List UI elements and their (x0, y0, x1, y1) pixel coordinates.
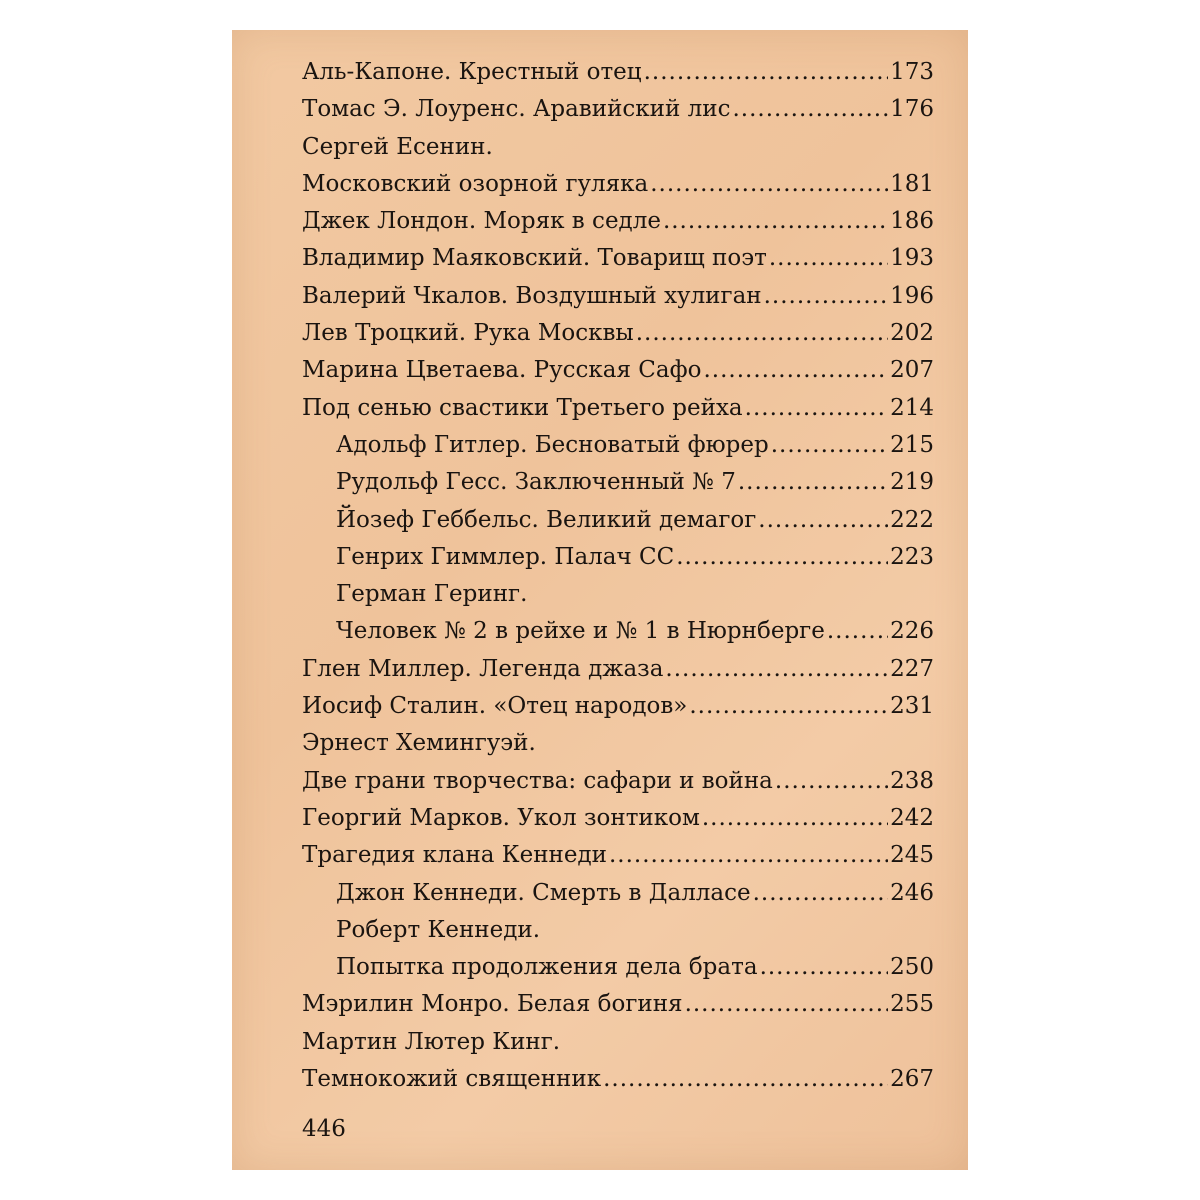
toc-dot-leader (758, 502, 888, 539)
toc-entry (302, 576, 934, 613)
toc-dot-leader (703, 352, 888, 389)
toc-entry (302, 763, 934, 800)
toc-entry-page: 242 (890, 804, 934, 831)
toc-dot-leader (760, 949, 889, 986)
toc-dot-leader (636, 315, 888, 352)
toc-entry (302, 390, 934, 427)
page-number: 446 (302, 1116, 346, 1142)
toc-entry-page: 238 (890, 767, 934, 794)
toc-entry (302, 1061, 934, 1098)
toc-entry (302, 240, 934, 277)
toc-entry-page: 227 (890, 655, 934, 682)
toc-entry-page: 215 (890, 431, 934, 458)
toc-entry-page: 245 (890, 842, 934, 869)
toc-entry-title: Адольф Гитлер. Бесноватый фюрер (336, 431, 769, 458)
toc-entry-title: Две грани творчества: сафари и война (302, 767, 773, 794)
toc-entry-title: Мэрилин Монро. Белая богиня (302, 991, 683, 1018)
toc-dot-leader (665, 651, 888, 688)
toc-entry (302, 166, 934, 203)
toc-entry (302, 352, 934, 389)
toc-entry (302, 129, 934, 166)
toc-entry-title: Темнокожий священник (302, 1066, 602, 1093)
toc-entry-page: 202 (890, 320, 934, 347)
toc-entry-title: Томас Э. Лоуренс. Аравийский лис (302, 96, 731, 123)
toc-entry-page: 267 (890, 1066, 934, 1093)
toc-entry-title: Йозеф Геббельс. Великий демагог (336, 506, 757, 533)
toc-entry-page: 207 (890, 357, 934, 384)
toc-entry (302, 427, 934, 464)
toc-entry (302, 875, 934, 912)
toc-entry (302, 315, 934, 352)
toc-entry (302, 912, 934, 949)
toc-entry-title: Джек Лондон. Моряк в седле (302, 208, 661, 235)
toc-entry-page: 173 (890, 59, 934, 85)
toc-entry (302, 837, 934, 874)
toc-dot-leader (663, 203, 888, 240)
toc-dot-leader (764, 278, 888, 315)
toc-dot-leader (685, 986, 889, 1023)
toc-entry-page: 255 (890, 991, 934, 1018)
toc-entry (302, 54, 934, 91)
toc-dot-leader (603, 1061, 888, 1098)
toc-dot-leader (676, 539, 888, 576)
toc-entry-title: Марина Цветаева. Русская Сафо (302, 357, 702, 384)
toc-entry-title: Лев Троцкий. Рука Москвы (302, 320, 634, 347)
toc-entry (302, 949, 934, 986)
toc-entry (302, 278, 934, 315)
toc-dot-leader (827, 613, 888, 650)
toc-entry-title: Мартин Лютер Кинг. (302, 1028, 561, 1055)
toc-dot-leader (775, 763, 888, 800)
toc-entry-title: Попытка продолжения дела брата (336, 954, 758, 981)
toc-entry-title: Георгий Марков. Укол зонтиком (302, 804, 700, 831)
toc-entry-page: 186 (890, 208, 934, 235)
toc-dot-leader (753, 875, 888, 912)
toc-dot-leader (745, 390, 888, 427)
toc-entry-title: Глен Миллер. Легенда джаза (302, 655, 664, 682)
toc-entry-page: 222 (890, 506, 934, 533)
toc-entry (302, 800, 934, 837)
table-of-contents (302, 54, 934, 1098)
toc-entry-title: Аль-Капоне. Крестный отец (302, 59, 642, 85)
toc-entry-page: 181 (890, 170, 934, 197)
toc-entry (302, 464, 934, 501)
toc-entry-page: 219 (890, 469, 934, 496)
toc-entry-title: Под сенью свастики Третьего рейха (302, 394, 743, 421)
toc-entry (302, 986, 934, 1023)
toc-entry-title: Герман Геринг. (336, 581, 528, 608)
toc-entry-title: Московский озорной гуляка (302, 170, 649, 197)
toc-entry-title: Джон Кеннеди. Смерть в Далласе (336, 879, 751, 906)
toc-entry-page: 246 (890, 879, 934, 906)
toc-entry-page: 214 (890, 394, 934, 421)
toc-entry-page: 226 (890, 618, 934, 645)
toc-entry-title: Рудольф Гесс. Заключенный № 7 (336, 469, 736, 496)
toc-entry-title: Генрих Гиммлер. Палач СС (336, 543, 675, 570)
toc-dot-leader (702, 800, 888, 837)
toc-dot-leader (738, 464, 888, 501)
toc-dot-leader (689, 688, 888, 725)
toc-entry-page: 250 (890, 954, 934, 981)
toc-entry (302, 651, 934, 688)
toc-dot-leader (650, 166, 888, 203)
toc-entry-page: 176 (890, 96, 934, 123)
toc-dot-leader (769, 240, 888, 277)
toc-entry-title: Валерий Чкалов. Воздушный хулиган (302, 282, 762, 309)
toc-entry-title: Человек № 2 в рейхе и № 1 в Нюрнберге (336, 618, 825, 645)
toc-entry-page: 223 (890, 543, 934, 570)
toc-entry-title: Трагедия клана Кеннеди (302, 842, 607, 869)
toc-entry (302, 539, 934, 576)
toc-entry (302, 502, 934, 539)
toc-entry (302, 1024, 934, 1061)
toc-dot-leader (771, 427, 888, 464)
toc-entry-title: Роберт Кеннеди. (336, 916, 541, 943)
toc-dot-leader (644, 54, 889, 91)
toc-dot-leader (732, 91, 888, 128)
toc-entry (302, 203, 934, 240)
toc-entry-page: 231 (890, 693, 934, 720)
toc-entry-page: 196 (890, 282, 934, 309)
toc-entry (302, 613, 934, 650)
toc-entry (302, 688, 934, 725)
toc-entry-page: 193 (890, 245, 934, 272)
toc-dot-leader (609, 837, 888, 874)
toc-entry (302, 725, 934, 762)
toc-entry (302, 91, 934, 128)
toc-entry-title: Эрнест Хемингуэй. (302, 730, 536, 757)
toc-entry-title: Владимир Маяковский. Товарищ поэт (302, 245, 767, 272)
toc-entry-title: Сергей Есенин. (302, 133, 493, 160)
toc-entry-title: Иосиф Сталин. «Отец народов» (302, 693, 688, 720)
